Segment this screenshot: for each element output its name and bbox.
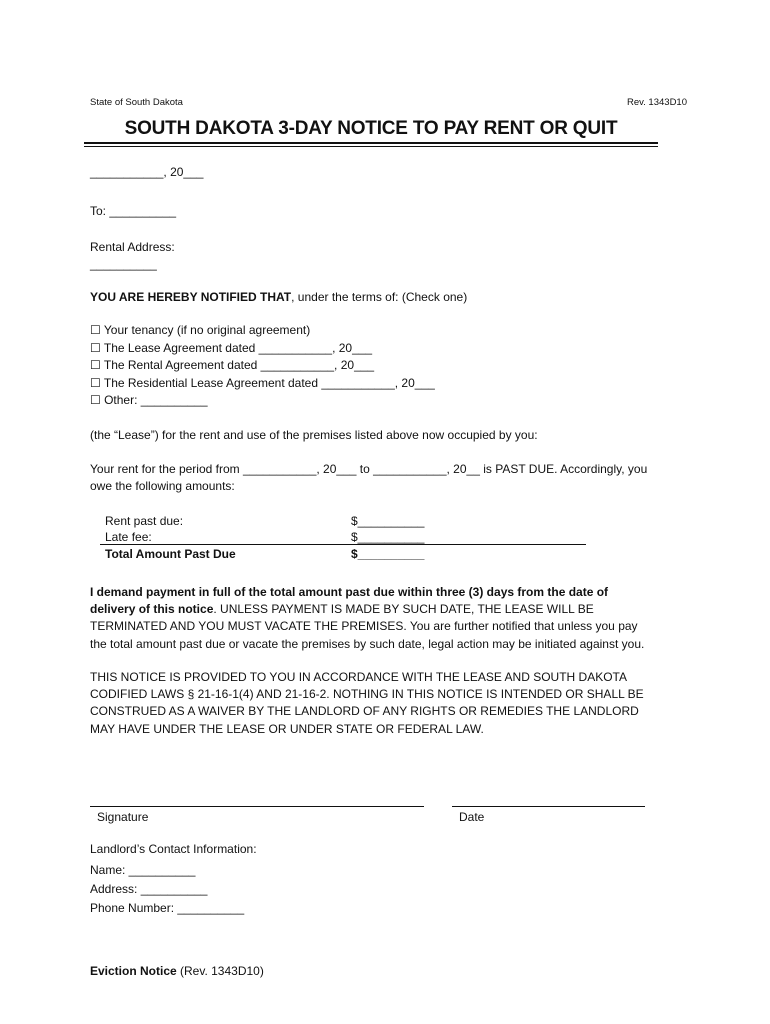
landlord-phone: Phone Number: __________: [90, 901, 245, 915]
option-rental-agreement[interactable]: ☐ The Rental Agreement dated ___________, 20___: [90, 358, 375, 372]
document-title: SOUTH DAKOTA 3-DAY NOTICE TO PAY RENT OR QUIT: [124, 118, 618, 139]
state-label: State of South Dakota: [90, 97, 183, 108]
landlord-name: Name: __________: [90, 863, 196, 877]
date-line: ___________, 20___: [90, 165, 204, 179]
landlord-heading: Landlord’s Contact Information:: [90, 842, 257, 856]
option-other[interactable]: ☐ Other: __________: [90, 393, 208, 407]
rent-period-line1: Your rent for the period from ___________, 20___ to ___________, 20__ is PAST DUE. Accordingly, you: [90, 462, 648, 476]
demand-line4: the total amount past due or vacate the premises by such date, legal action may be initiated against you.: [90, 637, 645, 651]
title-rule-thin: [84, 146, 658, 147]
demand-line2: [90, 602, 594, 616]
footer: [90, 964, 264, 978]
demand-line3: TERMINATED AND YOU MUST VACATE THE PREMISES. You are further notified that unless you pay: [90, 619, 638, 633]
option-tenancy[interactable]: ☐ Your tenancy (if no original agreement): [90, 323, 311, 337]
legal-line1: THIS NOTICE IS PROVIDED TO YOU IN ACCORDANCE WITH THE LEASE AND SOUTH DAKOTA: [90, 670, 627, 684]
footer-bold: Eviction Notice: [90, 964, 177, 978]
late-fee-value: $__________: [351, 530, 425, 544]
to-line: To: __________: [90, 204, 177, 218]
demand-bold: delivery of this notice: [90, 602, 214, 616]
signature-line[interactable]: [90, 806, 424, 807]
date-signature-line[interactable]: [452, 806, 645, 807]
legal-line3: CONSTRUED AS A WAIVER BY THE LANDLORD OF ANY RIGHTS OR REMEDIES THE LANDLORD: [90, 704, 639, 718]
total-rule: [100, 544, 586, 545]
notice-intro-rest: , under the terms of: (Check one): [291, 290, 468, 304]
rent-past-due-label: Rent past due:: [105, 514, 184, 528]
notice-intro-bold: YOU ARE HEREBY NOTIFIED THAT: [90, 290, 292, 304]
lease-line: (the “Lease”) for the rent and use of the premises listed above now occupied by you:: [90, 428, 538, 442]
rental-address-blank: __________: [90, 257, 157, 271]
landlord-address: Address: __________: [90, 882, 208, 896]
footer-rest: (Rev. 1343D10): [176, 964, 264, 978]
total-label: Total Amount Past Due: [105, 547, 236, 561]
legal-line4: MAY HAVE UNDER THE LEASE OR UNDER STATE OR FEDERAL LAW.: [90, 722, 484, 736]
revision-label: Rev. 1343D10: [626, 97, 687, 108]
title-rule-thick: [84, 142, 658, 144]
total-value: $__________: [351, 547, 425, 561]
demand-rest: . UNLESS PAYMENT IS MADE BY SUCH DATE, THE LEASE WILL BE: [213, 602, 594, 616]
notice-intro: [90, 290, 467, 304]
date-label: Date: [459, 810, 485, 824]
signature-label: Signature: [97, 810, 149, 824]
legal-line2: CODIFIED LAWS § 21-16-1(4) AND 21-16-2. NOTHING IN THIS NOTICE IS INTENDED OR SHALL BE: [90, 687, 644, 701]
rent-past-due-value: $__________: [351, 514, 425, 528]
rental-address-label: Rental Address:: [90, 240, 175, 254]
demand-line1: I demand payment in full of the total amount past due within three (3) days from the date of: [90, 585, 609, 599]
option-residential-lease[interactable]: ☐ The Residential Lease Agreement dated ___________, 20___: [90, 376, 435, 390]
rent-period-line2: owe the following amounts:: [90, 479, 235, 493]
late-fee-label: Late fee:: [105, 530, 152, 544]
option-lease-agreement[interactable]: ☐ The Lease Agreement dated ___________, 20___: [90, 341, 373, 355]
